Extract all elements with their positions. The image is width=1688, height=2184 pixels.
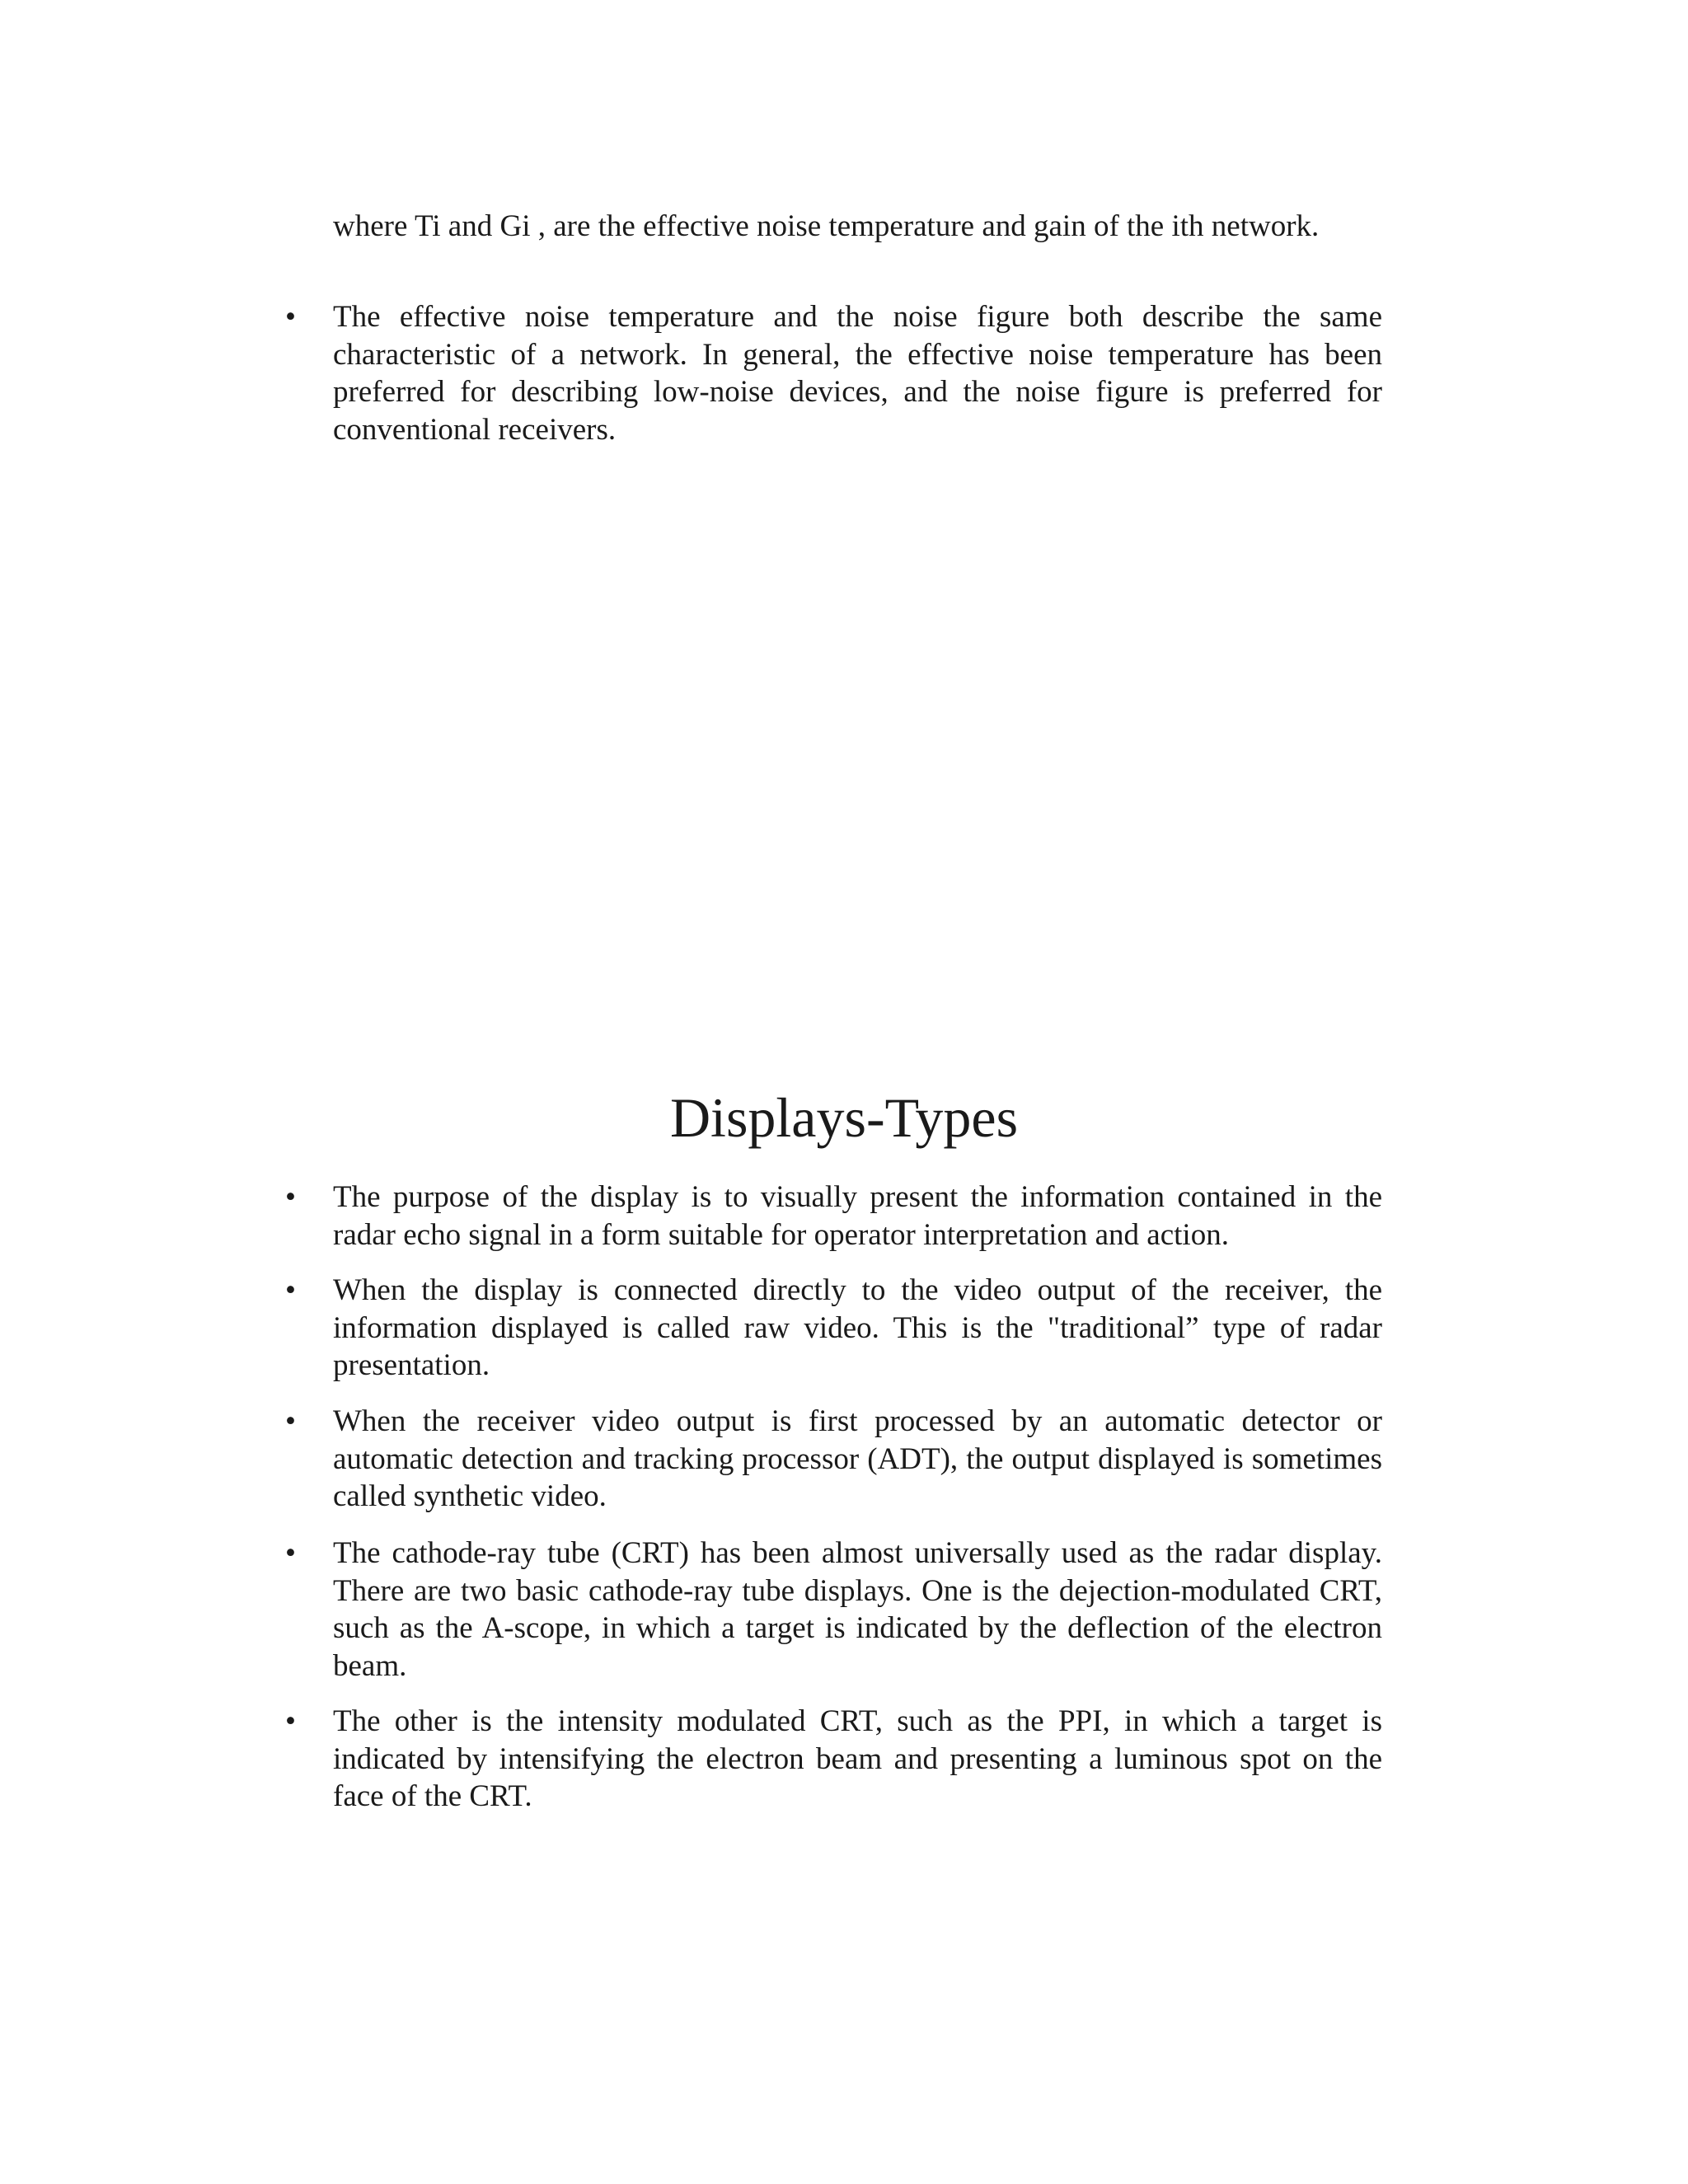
- bullet-marker: •: [285, 300, 296, 334]
- bullet-marker: •: [285, 1180, 296, 1214]
- bullet-text: The purpose of the display is to visually present the information contained in the radar echo signal in a form suitable for operator interpretation and action.: [333, 1180, 1382, 1252]
- bullet-marker: •: [285, 1536, 296, 1570]
- bullet-text: When the receiver video output is first processed by an automatic detector or automatic detection and tracking processor (ADT), the output displayed is sometimes called synthetic video.: [333, 1404, 1382, 1513]
- intro-paragraph: where Ti and Gi , are the effective noise temperature and gain of the ith network.: [333, 209, 1320, 243]
- bullet-text: The cathode-ray tube (CRT) has been almost universally used as the radar display. There are two basic cathode-ray tube displays. One is the dejection-modulated CRT, such as the A-scope, in which a target is indicated by the deflection of the electron beam.: [333, 1536, 1382, 1683]
- bullet-marker: •: [285, 1273, 296, 1307]
- section-title-text: Displays-Types: [669, 1086, 1019, 1149]
- section-title: [0, 1085, 1688, 1151]
- bullet-text: The effective noise temperature and the noise figure both describe the same characteristic of a network. In general, the effective noise temperature has been preferred for describing low-noise devices, and the noise figure is preferred for conventional receivers.: [333, 300, 1382, 447]
- bullet-marker: •: [285, 1704, 296, 1738]
- bullet-text: The other is the intensity modulated CRT, such as the PPI, in which a target is indicated by intensifying the electron beam and presenting a luminous spot on the face of the CRT.: [333, 1704, 1382, 1813]
- bullet-text: When the display is connected directly to the video output of the receiver, the information displayed is called raw video. This is the "traditional” type of radar presentation.: [333, 1273, 1382, 1382]
- bullet-marker: •: [285, 1404, 296, 1438]
